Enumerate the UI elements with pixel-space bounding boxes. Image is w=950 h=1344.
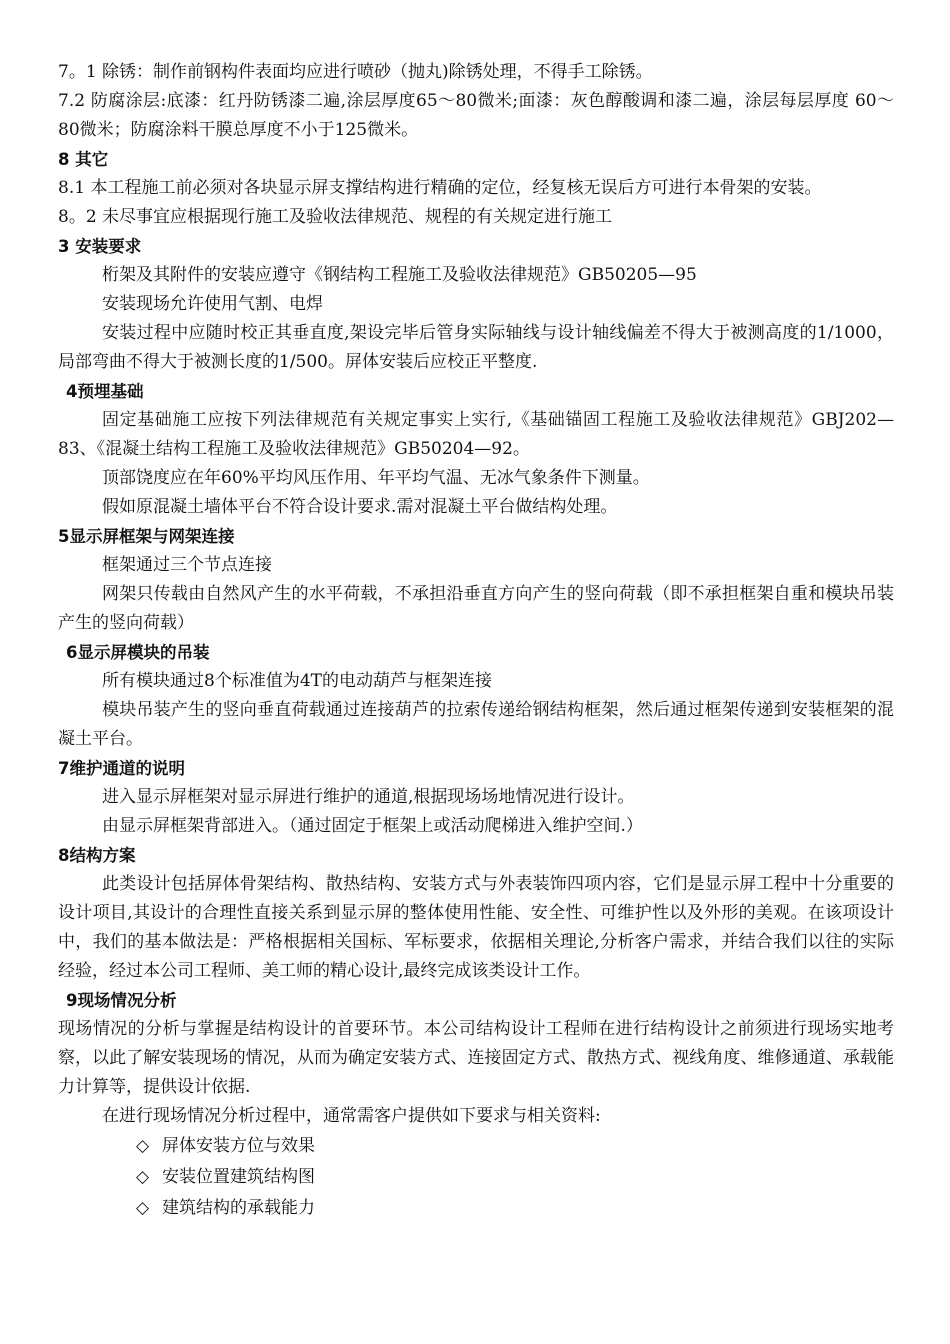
section-heading: 6显示屏模块的吊装 xyxy=(66,643,210,662)
bullet-item xyxy=(58,1131,894,1162)
paragraph: 安装现场允许使用气割、电焊 xyxy=(102,294,323,314)
paragraph: 桁架及其附件的安装应遵守《钢结构工程施工及验收法律规范》GB50205—95 xyxy=(102,265,697,285)
paragraph: 此类设计包括屏体骨架结构、散热结构、安装方式与外表装饰四项内容，它们是显示屏工程中十分重要的设计项目,其设计的合理性直接关系到显示屏的整体使用性能、安全性、可维护性以及外形的美观。在该项设计中，我们的基本做法是：严格根据相关国标、军标要求，依据相关理论,分析客户需求，并结合我们以往的实际经验，经过本公司工程师、美工师的精心设计,最终完成该类设计工作。 xyxy=(58,874,894,981)
section-heading: 5显示屏框架与网架连接 xyxy=(58,527,235,546)
diamond-bullet-icon: ◇ xyxy=(136,1167,150,1187)
diamond-bullet-icon: ◇ xyxy=(136,1136,150,1156)
bullet-text: 建筑结构的承载能力 xyxy=(162,1198,315,1218)
paragraph: 固定基础施工应按下列法律规范有关规定事实上实行,《基础锚固工程施工及验收法律规范》GBJ202—83、《混凝土结构工程施工及验收法律规范》GB50204—92。 xyxy=(58,410,894,459)
section-heading: 8结构方案 xyxy=(58,846,136,865)
bullet-item xyxy=(58,1162,894,1193)
section-heading: 7维护通道的说明 xyxy=(58,759,185,778)
paragraph: 网架只传载由自然风产生的水平荷载，不承担沿垂直方向产生的竖向荷载（即不承担框架自重和模块吊装产生的竖向荷载） xyxy=(58,584,894,633)
paragraph: 7。1 除锈：制作前钢构件表面均应进行喷砂（抛丸)除锈处理，不得手工除锈。 xyxy=(58,62,653,82)
paragraph: 顶部饶度应在年60%平均风压作用、年平均气温、无冰气象条件下测量。 xyxy=(102,468,650,488)
paragraph: 所有模块通过8个标准值为4T的电动葫芦与框架连接 xyxy=(102,671,492,691)
paragraph: 8。2 未尽事宜应根据现行施工及验收法律规范、规程的有关规定进行施工 xyxy=(58,207,613,227)
diamond-bullet-icon: ◇ xyxy=(136,1198,150,1218)
paragraph: 现场情况的分析与掌握是结构设计的首要环节。本公司结构设计工程师在进行结构设计之前须进行现场实地考察，以此了解安装现场的情况，从而为确定安装方式、连接固定方式、散热方式、视线角度、维修通道、承载能力计算等，提供设计依据. xyxy=(58,1019,894,1097)
paragraph: 假如原混凝土墙体平台不符合设计要求.需对混凝土平台做结构处理。 xyxy=(102,497,618,517)
paragraph: 进入显示屏框架对显示屏进行维护的通道,根据现场场地情况进行设计。 xyxy=(102,787,635,807)
document-page xyxy=(58,58,894,1224)
section-heading: 3 安装要求 xyxy=(58,237,142,256)
paragraph: 8.1 本工程施工前必须对各块显示屏支撑结构进行精确的定位，经复核无误后方可进行本骨架的安装。 xyxy=(58,178,822,198)
bullet-text: 屏体安装方位与效果 xyxy=(162,1136,315,1156)
paragraph: 在进行现场情况分析过程中，通常需客户提供如下要求与相关资料: xyxy=(102,1106,601,1126)
section-heading: 8 其它 xyxy=(58,150,109,169)
paragraph: 框架通过三个节点连接 xyxy=(102,555,272,575)
paragraph: 安装过程中应随时校正其垂直度,架设完毕后管身实际轴线与设计轴线偏差不得大于被测高度的1/1000，局部弯曲不得大于被测长度的1/500。屏体安装后应校正平整度. xyxy=(58,323,894,372)
paragraph: 7.2 防腐涂层:底漆：红丹防锈漆二遍,涂层厚度65～80微米;面漆：灰色醇酸调和漆二遍，涂层每层厚度 60～80微米；防腐涂料干膜总厚度不小于125微米。 xyxy=(58,91,894,140)
bullet-text: 安装位置建筑结构图 xyxy=(162,1167,315,1187)
paragraph: 由显示屏框架背部进入。（通过固定于框架上或活动爬梯进入维护空间.） xyxy=(102,816,643,836)
section-heading: 9现场情况分析 xyxy=(66,991,177,1010)
paragraph: 模块吊装产生的竖向垂直荷载通过连接葫芦的拉索传递给钢结构框架，然后通过框架传递到安装框架的混凝土平台。 xyxy=(58,700,894,749)
bullet-item xyxy=(58,1193,894,1224)
section-heading: 4预埋基础 xyxy=(66,382,144,401)
